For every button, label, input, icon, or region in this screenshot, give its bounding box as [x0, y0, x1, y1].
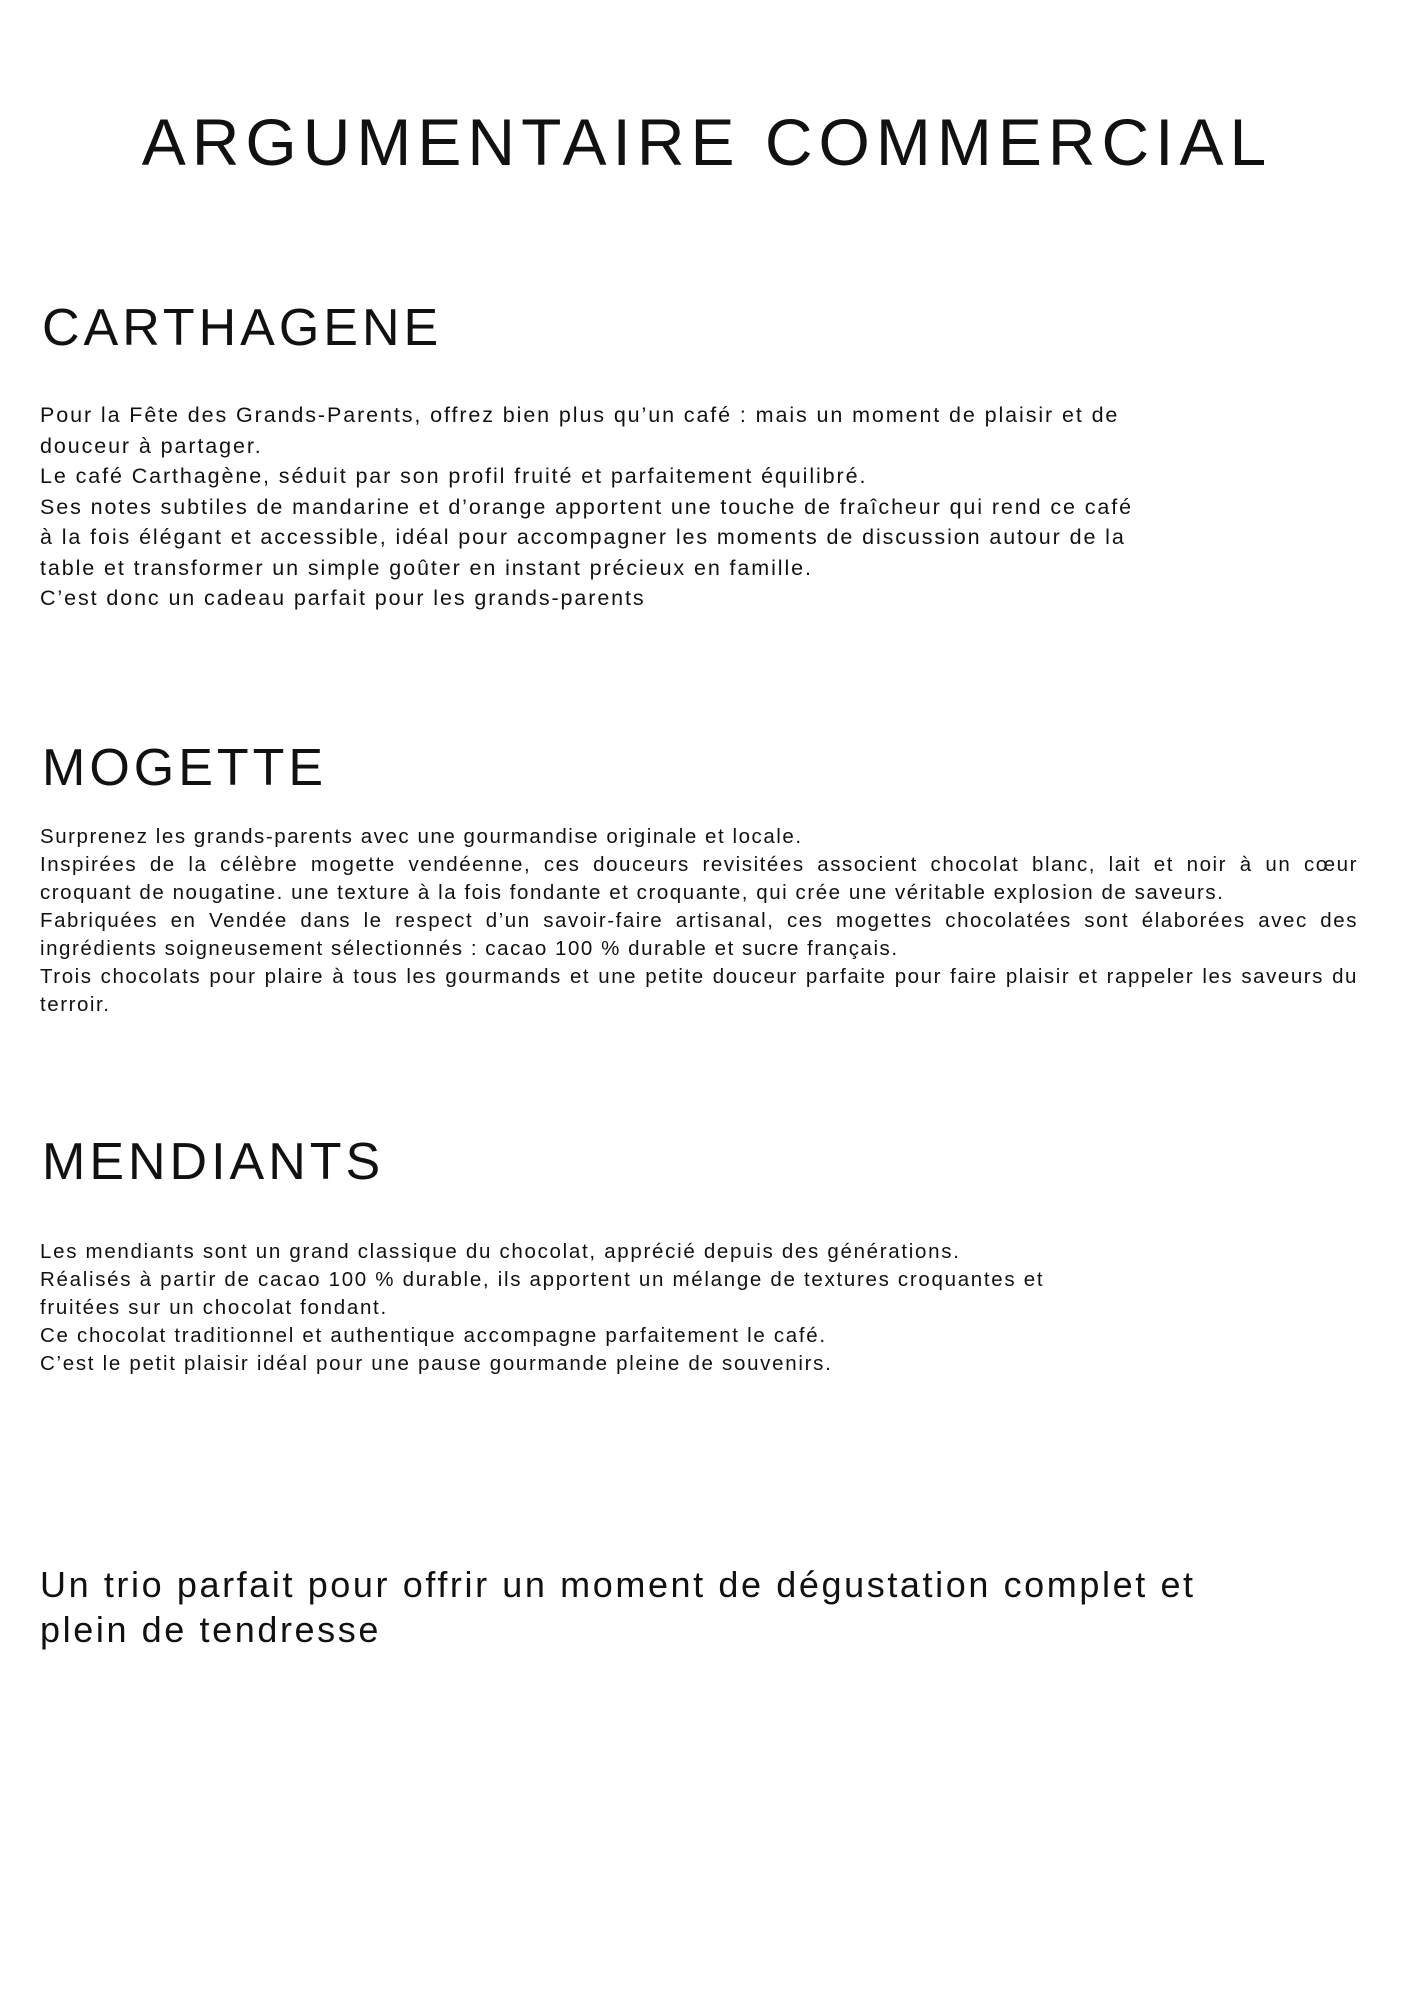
section-title-carthagene: CARTHAGENE	[42, 299, 443, 357]
text-line: table et transformer un simple goûter en instant précieux en famille.	[40, 555, 813, 580]
text-line: douceur à partager.	[40, 433, 263, 458]
mendiants-description	[40, 1238, 1340, 1378]
closing-line: Un trio parfait pour offrir un moment de dégustation complet et	[40, 1564, 1196, 1605]
text-line: Ses notes subtiles de mandarine et d’orange apportent une touche de fraîcheur qui rend ce café	[40, 494, 1133, 519]
text-line: Ce chocolat traditionnel et authentique accompagne parfaitement le café.	[40, 1324, 827, 1347]
text-paragraph: Inspirées de la célèbre mogette vendéenne, ces douceurs revisitées associent chocolat blanc, lait et noir à un cœur croquant de nougatine. une texture à la fois fondante et croquante, qui crée une véritable explosion de saveurs.	[40, 853, 1358, 904]
text-paragraph: Surprenez les grands-parents avec une gourmandise originale et locale.	[40, 825, 803, 848]
text-line: Pour la Fête des Grands-Parents, offrez bien plus qu’un café : mais un moment de plaisir et de	[40, 403, 1120, 427]
text-line: C’est donc un cadeau parfait pour les grands-parents	[40, 586, 646, 610]
closing-statement	[40, 1562, 1340, 1652]
text-line: C’est le petit plaisir idéal pour une pause gourmande pleine de souvenirs.	[40, 1352, 833, 1375]
text-line: Le café Carthagène, séduit par son profil fruité et parfaitement équilibré.	[40, 464, 868, 488]
text-line: fruitées sur un chocolat fondant.	[40, 1296, 388, 1319]
text-line: Les mendiants sont un grand classique du chocolat, apprécié depuis des générations.	[40, 1240, 961, 1263]
text-paragraph: Fabriquées en Vendée dans le respect d’un savoir-faire artisanal, ces mogettes chocolatées sont élaborées avec des ingrédients soigneusement sélectionnés : cacao 100 % durable et sucre français.	[40, 909, 1358, 960]
page-title: ARGUMENTAIRE COMMERCIAL	[141, 105, 1273, 179]
carthagene-description	[40, 400, 1340, 614]
text-paragraph: Trois chocolats pour plaire à tous les gourmands et une petite douceur parfaite pour faire plaisir et rappeler les saveurs du terroir.	[40, 965, 1358, 1016]
mogette-description	[40, 823, 1358, 1019]
text-line: à la fois élégant et accessible, idéal pour accompagner les moments de discussion autour de la	[40, 525, 1126, 549]
closing-line: plein de tendresse	[40, 1609, 382, 1650]
text-line: Réalisés à partir de cacao 100 % durable, ils apportent un mélange de textures croquantes et	[40, 1268, 1045, 1291]
section-title-mogette: MOGETTE	[42, 739, 328, 797]
section-title-mendiants: MENDIANTS	[42, 1133, 385, 1191]
